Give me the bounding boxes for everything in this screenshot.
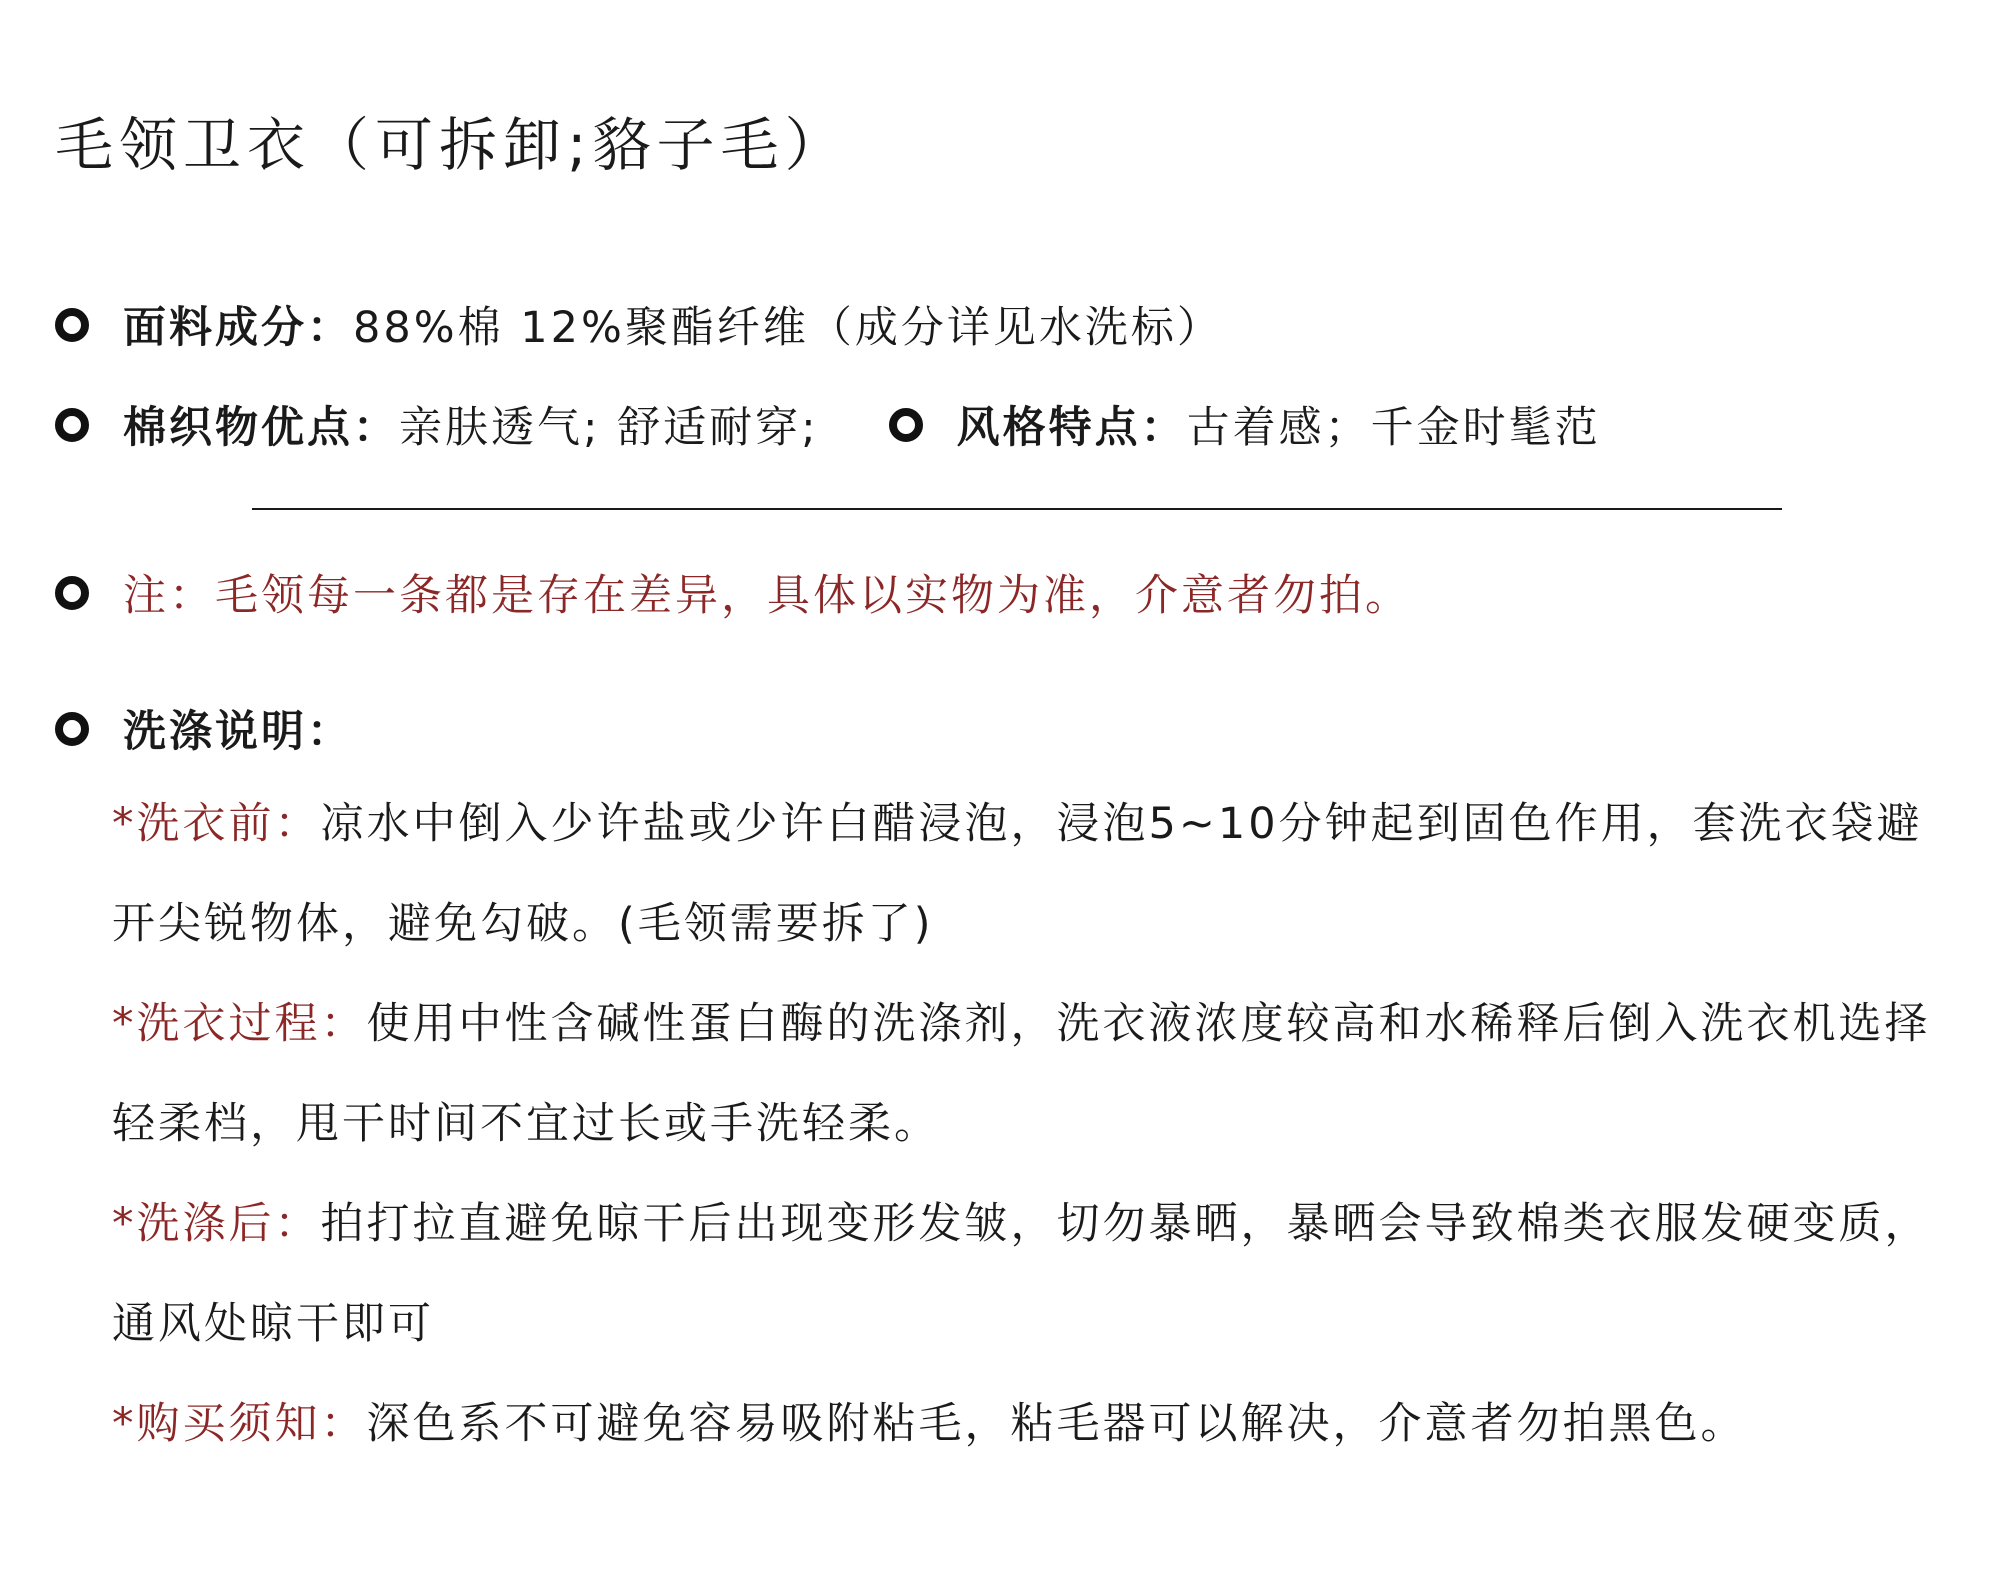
wash-before-key: *洗衣前： [112,799,321,849]
wash-process-paragraph [112,974,1942,1174]
purchase-notice-paragraph [112,1374,1942,1474]
wash-process-text: 使用中性含碱性蛋白酶的洗涤剂，洗衣液浓度较高和水稀释后倒入洗衣机选择轻柔档，甩干时间不宜过长或手洗轻柔。 [112,999,1931,1149]
note-row [55,562,1411,623]
cotton-label: 棉织物优点： [123,403,399,453]
circle-bullet-icon [55,308,89,342]
cotton-value: 亲肤透气; 舒适耐穿; [399,403,819,453]
purchase-notice-text: 深色系不可避免容易吸附粘毛，粘毛器可以解决，介意者勿拍黑色。 [366,1399,1747,1449]
circle-bullet-icon [55,408,89,442]
note-text: 注：毛领每一条都是存在差异，具体以实物为准，介意者勿拍。 [123,571,1411,621]
washing-row [55,698,353,759]
fabric-value: 88%棉 12%聚酯纤维（成分详见水洗标） [353,303,1223,353]
features-row [55,394,1601,455]
page-title: 毛领卫衣（可拆卸;貉子毛） [55,111,849,179]
divider [252,508,1782,510]
wash-after-text: 拍打拉直避免晾干后出现变形发皱，切勿暴晒，暴晒会导致棉类衣服发硬变质，通风处晾干即可 [112,1199,1931,1349]
wash-before-paragraph [112,774,1942,974]
wash-process-key: *洗衣过程： [112,999,367,1049]
fabric-row [55,294,1223,355]
circle-bullet-icon [55,712,89,746]
purchase-notice-key: *购买须知： [112,1399,367,1449]
wash-before-text: 凉水中倒入少许盐或少许白醋浸泡，浸泡5~10分钟起到固色作用，套洗衣袋避开尖锐物体，避免勾破。(毛领需要拆了) [112,799,1923,949]
circle-bullet-icon [889,408,923,442]
fabric-label: 面料成分： [123,303,353,353]
washing-label: 洗涤说明： [123,707,353,757]
style-value: 古着感；千金时髦范 [1186,403,1601,453]
wash-after-paragraph [112,1174,1942,1374]
style-label: 风格特点： [956,403,1187,453]
circle-bullet-icon [55,576,89,610]
wash-after-key: *洗涤后： [112,1199,321,1249]
